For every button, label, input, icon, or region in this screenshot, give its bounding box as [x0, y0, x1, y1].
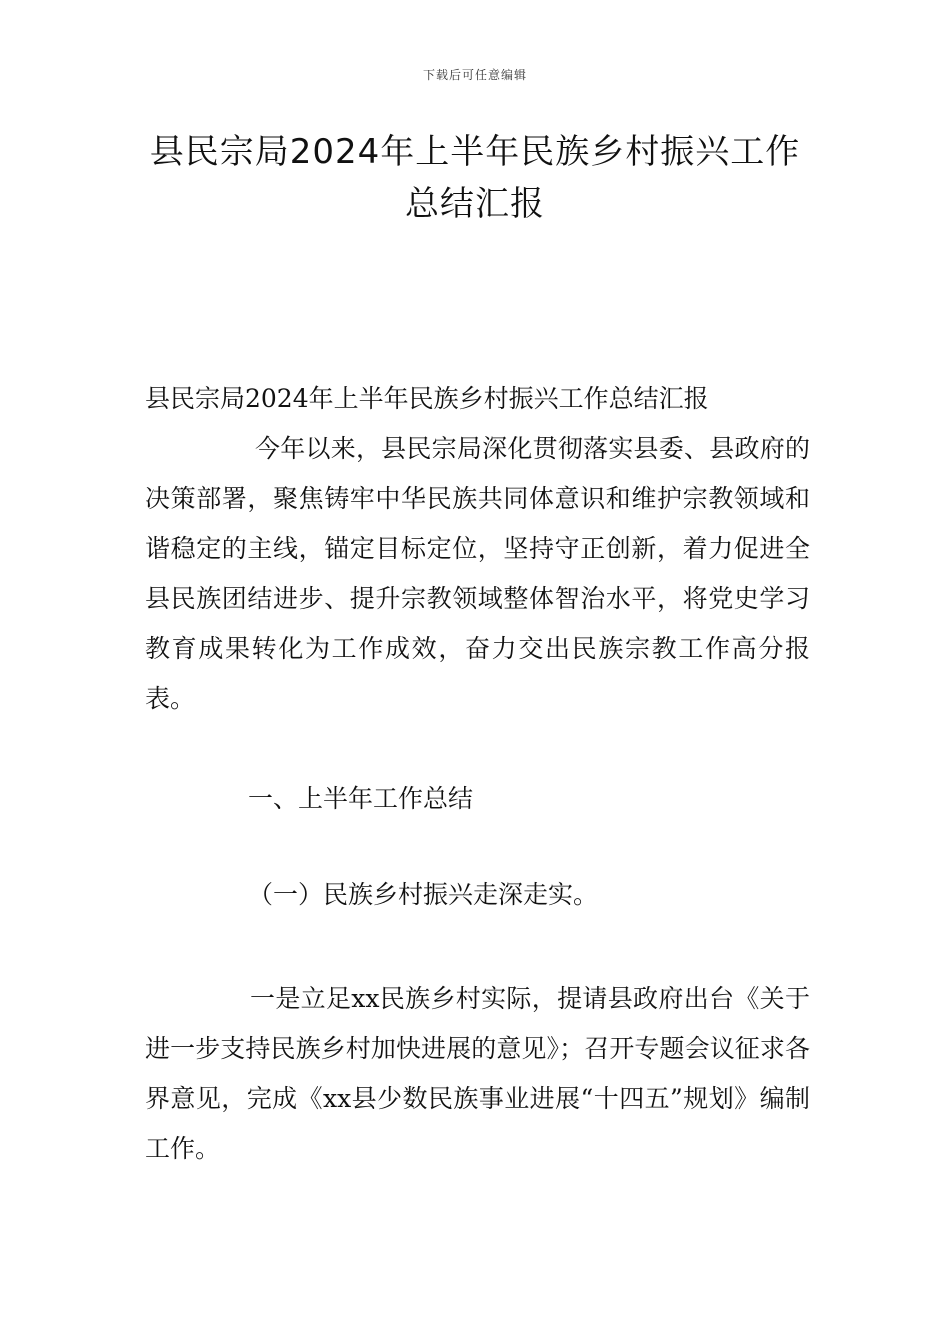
document-title-line-2: 总结汇报: [405, 184, 545, 224]
document-title-line-1: 县民宗局2024年上半年民族乡村振兴工作: [149, 132, 801, 172]
document-title: [100, 126, 850, 230]
header-note: 下载后可任意编辑: [422, 68, 527, 82]
sub-heading: （一）民族乡村振兴走深走实。: [248, 880, 599, 909]
item-paragraph: 一是立足xx民族乡村实际，提请县政府出台《关于进一步支持民族乡村加快进展的意见》；召开专题会议征求各界意见，完成《xx县少数民族事业进展“十四五”规划》编制工作。: [145, 984, 810, 1163]
intro-paragraph: 今年以来，县民宗局深化贯彻落实县委、县政府的决策部署，聚焦铸牢中华民族共同体意识和维护宗教领域和谐稳定的主线，锚定目标定位，坚持守正创新，着力促进全县民族团结进步、提升宗教领域整体智治水平，将党史学习教育成果转化为工作成效，奋力交出民族宗教工作高分报表。: [145, 434, 810, 713]
section-heading: 一、上半年工作总结: [248, 784, 474, 813]
document-subtitle: 县民宗局2024年上半年民族乡村振兴工作总结汇报: [145, 384, 709, 413]
